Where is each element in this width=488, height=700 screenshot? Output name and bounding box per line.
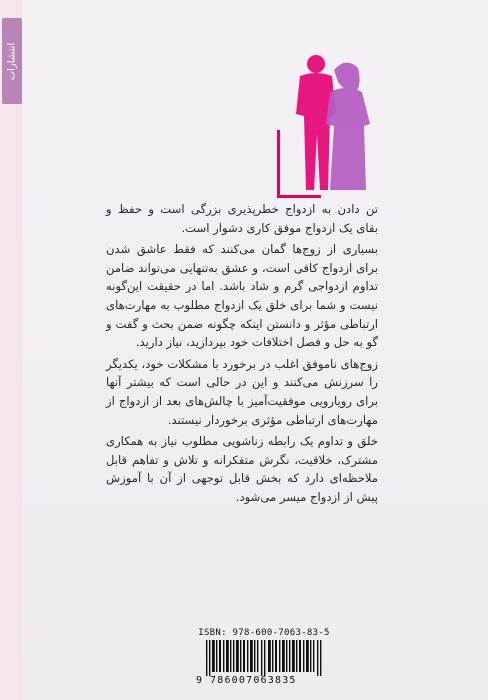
accent-bar-horizontal: [277, 195, 321, 198]
side-strip: [0, 0, 22, 700]
barcode-bars: [204, 640, 326, 676]
blurb-text: [106, 200, 378, 510]
publisher-logo-text: انتشارات: [6, 42, 18, 80]
paragraph-1: تن دادن به ازدواج خطرپذیری بزرگی است و حفظ و بقای یک ازدواج موفق کاری دشوار است.: [106, 202, 378, 235]
couple-silhouette-illustration: [286, 52, 376, 192]
accent-bar-vertical: [277, 130, 280, 198]
woman-silhouette: [326, 62, 370, 190]
barcode-first-digit: 9: [196, 675, 204, 686]
barcode-block: [196, 628, 332, 690]
publisher-logo: [2, 18, 22, 104]
paragraph-4: خلق و تداوم یک رابطه زناشویی مطلوب نیاز به همکاری مشترک، خلاقیت، نگرش متفکرانه و تلاش و تفاهم قابل ملاحظه‌ای دارد که بخش قابل توجهی از آن با آموزش پیش از ازدواج میسر می‌شود.: [106, 434, 378, 504]
paragraph-2: بسیاری از زوج‌ها گمان می‌کنند که فقط عاشق شدن برای ازدواج کافی است، و عشق به‌تنهایی می‌تواند ضامن تداوم ازدواجی گرم و شاد باشد. اما در حقیقت این‌گونه نیست و شما برای خلق یک ازدواج مطلوب به مهارت‌های ارتباطی مؤثر و دانستن اینکه چگونه ضمن بحث و گفت و گو به حل و فصل اختلافات خود بپردازید، نیاز دارید.: [106, 242, 378, 350]
isbn-label: ISBN: 978-600-7063-83-5: [198, 628, 330, 638]
barcode-rest-digits: 786007063835: [210, 675, 297, 686]
paragraph-3: زوج‌های ناموفق اغلب در برخورد با مشکلات خود، یکدیگر را سرزنش می‌کنند و این در حالی است که بیشتر آنها برای رویارویی موفقیت‌آمیز با چالش‌های بعد از ازدواج از مهارت‌های ارتباطی مؤثری برخوردار نیستند.: [106, 356, 378, 427]
